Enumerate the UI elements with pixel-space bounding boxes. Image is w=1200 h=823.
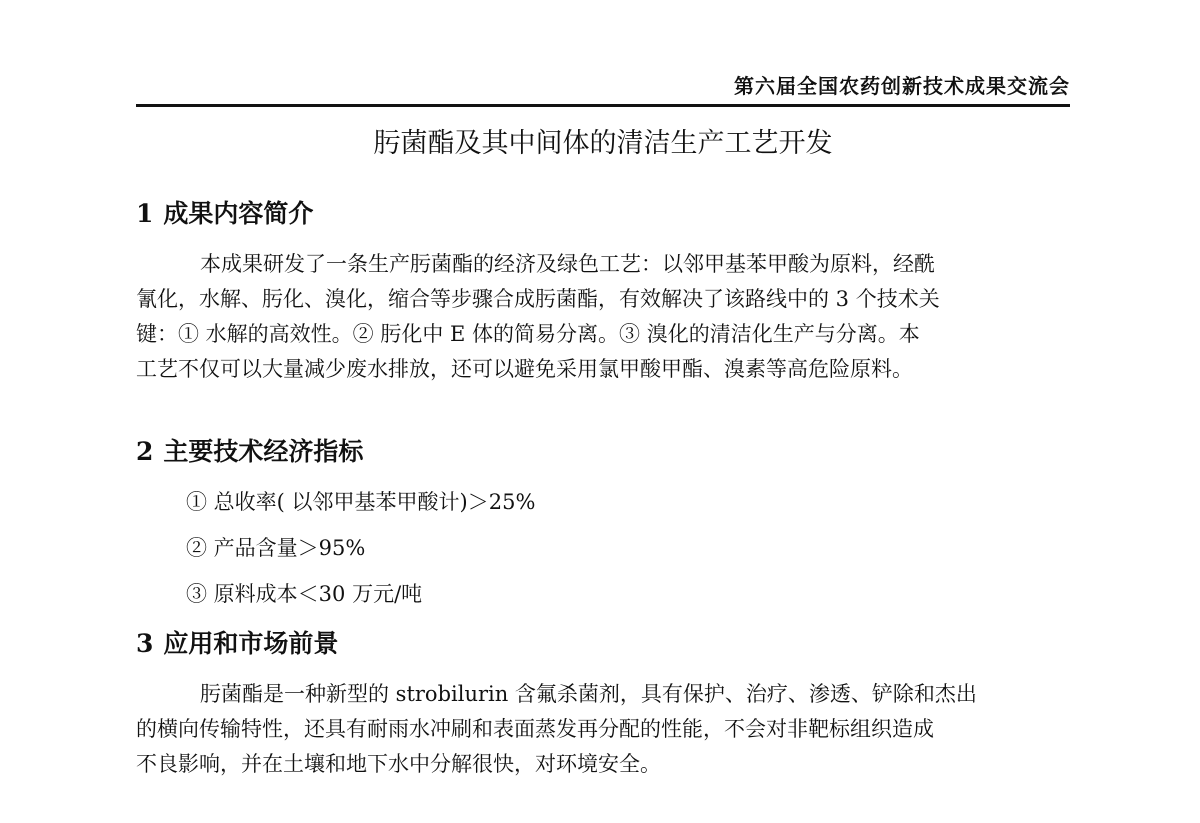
paragraph-line: 的横向传输特性，还具有耐雨水冲刷和表面蒸发再分配的性能，不会对非靶标组织造成 [136,717,934,741]
section-heading-3 [136,626,1070,662]
section-number: 1 [136,199,154,228]
indicator-item-2: ② 产品含量＞95% [186,536,366,560]
paragraph-line: 不良影响，并在土壤和地下水中分解很快，对环境安全。 [136,752,661,776]
section-number: 2 [136,437,154,466]
header-rule [136,104,1070,107]
section-title: 应用和市场前景 [163,629,339,658]
indicator-item-3: ③ 原料成本＜30 万元/吨 [186,582,423,606]
section-heading-1 [136,196,1070,232]
paragraph-line: 肟菌酯是一种新型的 strobilurin 含氟杀菌剂，具有保护、治疗、渗透、铲除和杰出 [200,682,977,706]
running-header: 第六届全国农药创新技术成果交流会 [734,74,1070,98]
paragraph-line: 工艺不仅可以大量减少废水排放，还可以避免采用氯甲酸甲酯、溴素等高危险原料。 [136,357,913,381]
indicator-item-1: ① 总收率( 以邻甲基苯甲酸计)＞25% [186,490,536,514]
section-3-paragraph [136,677,1070,782]
section-title: 成果内容简介 [163,199,314,228]
section-heading-2 [136,434,1070,470]
section-1-paragraph [136,247,1070,387]
section-number: 3 [136,629,154,658]
page-title: 肟菌酯及其中间体的清洁生产工艺开发 [373,128,833,159]
paragraph-line: 本成果研发了一条生产肟菌酯的经济及绿色工艺：以邻甲基苯甲酸为原料，经酰 [200,252,935,276]
paragraph-line: 键：① 水解的高效性。② 肟化中 E 体的简易分离。③ 溴化的清洁化生产与分离。本 [136,322,920,346]
section-title: 主要技术经济指标 [163,437,364,466]
paragraph-line: 氰化，水解、肟化、溴化，缩合等步骤合成肟菌酯，有效解决了该路线中的 3 个技术关 [136,287,940,311]
